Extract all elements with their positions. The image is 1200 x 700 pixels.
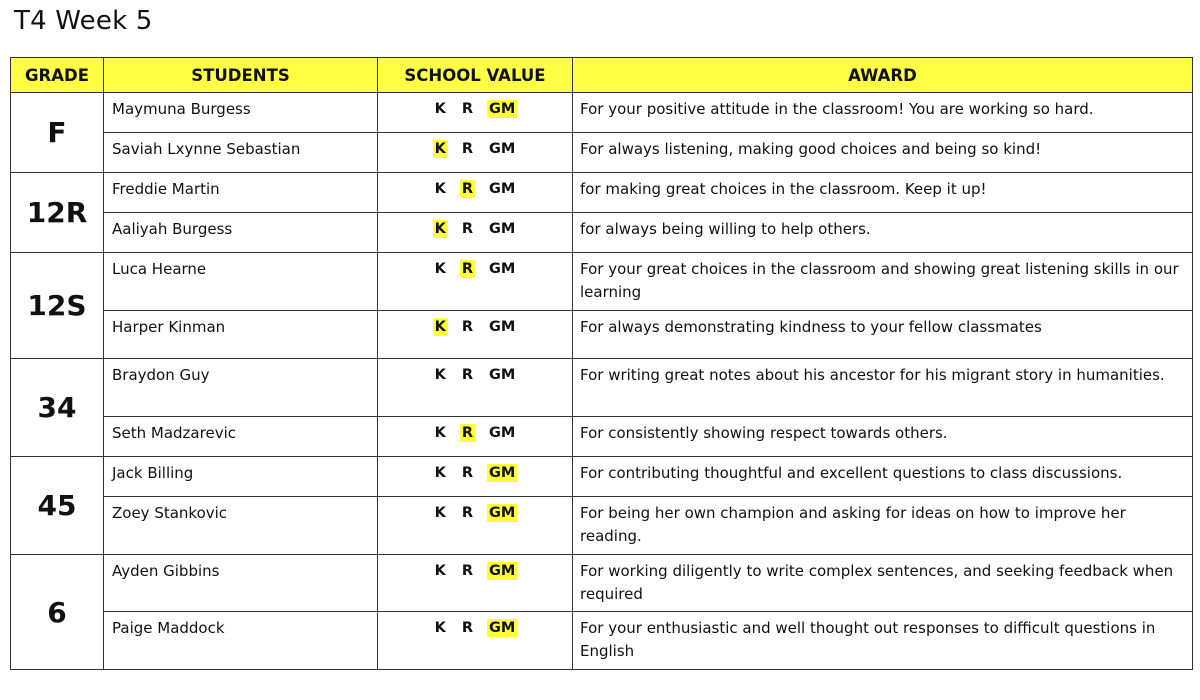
grade-cell: 12S: [11, 253, 104, 359]
value-gm: GM: [489, 319, 516, 335]
value-r: R: [461, 505, 474, 521]
award-cell: For always listening, making good choices and being so kind!: [573, 133, 1193, 173]
value-k: K: [434, 367, 446, 383]
value-k: K: [434, 620, 446, 636]
awards-body: [11, 93, 1193, 670]
table-row: [11, 93, 1193, 133]
award-cell: For working diligently to write complex sentences, and seeking feedback when required: [573, 555, 1193, 612]
student-name: Freddie Martin: [112, 180, 220, 198]
value-r: R: [461, 141, 474, 157]
student-cell: [104, 213, 378, 253]
award-cell: For being her own champion and asking for ideas on how to improve her reading.: [573, 497, 1193, 555]
student-cell: [104, 173, 378, 213]
value-k-highlighted: K: [434, 221, 446, 237]
school-value-cell: [378, 213, 573, 253]
value-k-highlighted: K: [434, 319, 446, 335]
grade-cell: 6: [11, 555, 104, 670]
award-cell: For your positive attitude in the classroom! You are working so hard.: [573, 93, 1193, 133]
page-title: T4 Week 5: [14, 6, 153, 36]
value-gm: GM: [489, 141, 516, 157]
student-name: Braydon Guy: [112, 366, 210, 384]
value-r: R: [461, 563, 474, 579]
award-cell: for making great choices in the classroom. Keep it up!: [573, 173, 1193, 213]
value-k: K: [434, 465, 446, 481]
school-value-cell: [378, 612, 573, 670]
award-cell: For your enthusiastic and well thought out responses to difficult questions in English: [573, 612, 1193, 670]
school-value-cell: [378, 359, 573, 417]
school-value-cell: [378, 93, 573, 133]
table-row: [11, 612, 1193, 670]
value-gm-highlighted: GM: [489, 620, 516, 636]
grade-cell: 34: [11, 359, 104, 457]
value-gm: GM: [489, 221, 516, 237]
student-name: Luca Hearne: [112, 260, 207, 278]
award-cell: For writing great notes about his ancestor for his migrant story in humanities.: [573, 359, 1193, 417]
award-header: AWARD: [573, 58, 1193, 93]
school-value-cell: [378, 457, 573, 497]
award-cell: For consistently showing respect towards others.: [573, 417, 1193, 457]
student-cell: [104, 253, 378, 311]
value-r: R: [461, 367, 474, 383]
table-row: [11, 133, 1193, 173]
value-k: K: [434, 505, 446, 521]
award-cell: For contributing thoughtful and excellent questions to class discussions.: [573, 457, 1193, 497]
value-r: R: [461, 465, 474, 481]
school-value-cell: [378, 555, 573, 612]
table-row: [11, 173, 1193, 213]
grade-cell: F: [11, 93, 104, 173]
student-name: Aaliyah Burgess: [112, 220, 233, 238]
awards-table: [10, 57, 1193, 670]
student-name: Saviah Lxynne Sebastian: [112, 140, 301, 158]
student-name: Ayden Gibbins: [112, 562, 220, 580]
school-value-cell: [378, 417, 573, 457]
student-cell: [104, 133, 378, 173]
student-name: Seth Madzarevic: [112, 424, 236, 442]
value-gm: GM: [489, 367, 516, 383]
school-value-cell: [378, 133, 573, 173]
value-k: K: [434, 425, 446, 441]
award-cell: For your great choices in the classroom and showing great listening skills in our learning: [573, 253, 1193, 311]
value-gm: GM: [489, 425, 516, 441]
grade-cell: 12R: [11, 173, 104, 253]
value-r: R: [461, 221, 474, 237]
student-cell: [104, 93, 378, 133]
school-value-header: SCHOOL VALUE: [378, 58, 573, 93]
table-row: [11, 555, 1193, 612]
grade-header: GRADE: [11, 58, 104, 93]
table-row: [11, 457, 1193, 497]
value-gm-highlighted: GM: [489, 563, 516, 579]
student-name: Zoey Stankovic: [112, 504, 228, 522]
value-r: R: [461, 620, 474, 636]
table-row: [11, 253, 1193, 311]
school-value-cell: [378, 173, 573, 213]
student-name: Jack Billing: [112, 464, 194, 482]
table-row: [11, 417, 1193, 457]
value-k: K: [434, 261, 446, 277]
student-name: Paige Maddock: [112, 619, 225, 637]
award-cell: For always demonstrating kindness to your fellow classmates: [573, 311, 1193, 359]
value-k: K: [434, 563, 446, 579]
value-gm-highlighted: GM: [489, 101, 516, 117]
value-k: K: [434, 101, 446, 117]
table-row: [11, 311, 1193, 359]
value-r: R: [461, 319, 474, 335]
award-cell: for always being willing to help others.: [573, 213, 1193, 253]
student-cell: [104, 311, 378, 359]
header-row: [11, 58, 1193, 93]
value-gm-highlighted: GM: [489, 505, 516, 521]
value-gm: GM: [489, 261, 516, 277]
student-cell: [104, 612, 378, 670]
table-row: [11, 359, 1193, 417]
value-r: R: [461, 101, 474, 117]
value-r-highlighted: R: [461, 261, 474, 277]
school-value-cell: [378, 311, 573, 359]
value-r-highlighted: R: [461, 425, 474, 441]
table-row: [11, 497, 1193, 555]
student-name: Harper Kinman: [112, 318, 226, 336]
school-value-cell: [378, 253, 573, 311]
value-r-highlighted: R: [461, 181, 474, 197]
student-cell: [104, 555, 378, 612]
school-value-cell: [378, 497, 573, 555]
student-name: Maymuna Burgess: [112, 100, 251, 118]
student-cell: [104, 457, 378, 497]
student-cell: [104, 359, 378, 417]
student-cell: [104, 417, 378, 457]
students-header: STUDENTS: [104, 58, 378, 93]
value-gm-highlighted: GM: [489, 465, 516, 481]
value-k: K: [434, 181, 446, 197]
table-row: [11, 213, 1193, 253]
value-k-highlighted: K: [434, 141, 446, 157]
student-cell: [104, 497, 378, 555]
value-gm: GM: [489, 181, 516, 197]
grade-cell: 45: [11, 457, 104, 555]
